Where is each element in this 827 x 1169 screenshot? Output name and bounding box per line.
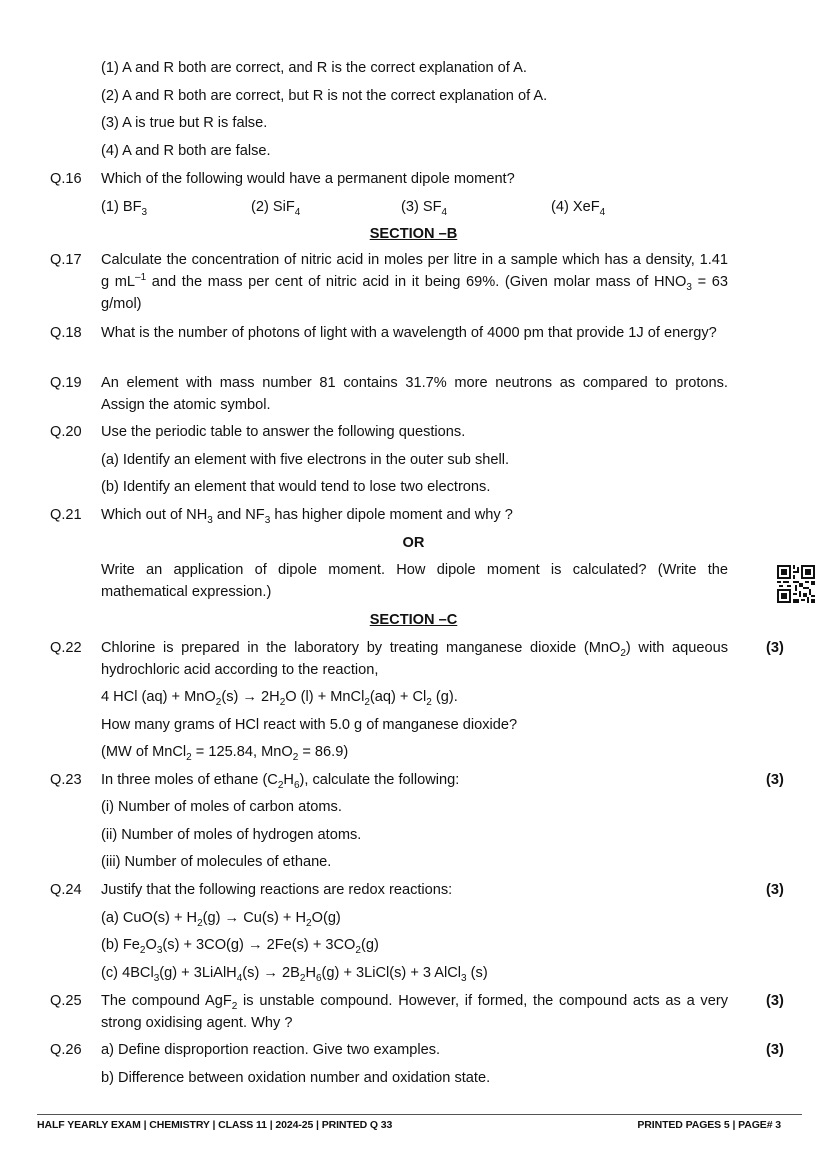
question-text: Which out of $NH_3$ and $NF_3$ has higher dipole moment and why ? [101, 507, 513, 526]
sub-question-iii: (iii) Number of molecules of ethane. [101, 854, 332, 870]
section-c-heading: SECTION –C [369, 612, 458, 628]
reaction-c: (c) 4BCl$_3$(g) + 3LiAlH$_4$(s) → $2B_2H_6(g)$ + 3LiCl(s) + 3 AlCl$_3$ (s) [101, 965, 488, 984]
sub-question-b: (b) Identify an element that would tend to lose two electrons. [101, 479, 491, 495]
question-number: Q.19 [50, 375, 82, 391]
marks-label: (3) [766, 772, 784, 788]
question-number: Q.18 [50, 325, 82, 341]
sub-question-a: a) Define disproportion reaction. Give two examples. [101, 1042, 441, 1058]
question-text: What is the number of photons of light with a wavelength of 4000 pm that provide 1J of energy? [101, 325, 717, 341]
option-4: (4) XeF$_4$ [551, 199, 606, 218]
question-text: Which of the following would have a permanent dipole moment? [101, 171, 515, 187]
or-divider: OR [402, 535, 425, 551]
marks-label: (3) [766, 1042, 784, 1058]
alternative-question-text: Write an application of dipole moment. How dipole moment is calculated? (Write the mathematical expression.) [101, 562, 728, 600]
footer-page-info: PRINTED PAGES 5 | PAGE# 3 [637, 1119, 781, 1131]
reaction-a: (a) $CuO(s) + H_2(g) \to Cu(s) + H_2O(g)$ [101, 910, 341, 929]
question-text: Chlorine is prepared in the laboratory by treating manganese dioxide (MnO$_2$) with aqueous hydrochloric acid according to the reaction, [101, 640, 728, 678]
qr-code-icon [777, 565, 815, 603]
question-number: Q.21 [50, 507, 82, 523]
assertion-option-4: (4) A and R both are false. [101, 143, 271, 159]
question-number: Q.23 [50, 772, 82, 788]
question-text: Use the periodic table to answer the following questions. [101, 424, 466, 440]
question-number: Q.25 [50, 993, 82, 1009]
assertion-option-3: (3) A is true but R is false. [101, 115, 268, 131]
sub-question-ii: (ii) Number of moles of hydrogen atoms. [101, 827, 362, 843]
reaction-b: (b) $Fe_2O_3(s) + 3CO(g) \to 2Fe(s) + 3CO_2(g)$ [101, 937, 379, 956]
question-number: Q.24 [50, 882, 82, 898]
assertion-option-2: (2) A and R both are correct, but R is not the correct explanation of A. [101, 88, 548, 104]
question-text: In three moles of ethane $(C_2H_6)$, calculate the following: [101, 772, 460, 791]
question-number: Q.17 [50, 252, 82, 268]
question-text: Justify that the following reactions are redox reactions: [101, 882, 453, 898]
option-2: (2) SiF$_4$ [251, 199, 301, 218]
marks-label: (3) [766, 882, 784, 898]
option-3: (3) $SF_4$ [401, 199, 448, 218]
reaction-equation: 4 HCl $(aq) + MnO_2(s) \to 2H_2O$ (l) + MnCl$_2$(aq) + $Cl_2$ (g). [101, 689, 458, 708]
question-number: Q.26 [50, 1042, 82, 1058]
section-b-heading: SECTION –B [369, 226, 458, 242]
option-1: (1) $BF_3$ [101, 199, 148, 218]
question-text: An element with mass number 81 contains 31.7% more neutrons as compared to protons. Assign the atomic symbol. [101, 375, 728, 413]
assertion-option-1: (1) A and R both are correct, and R is the correct explanation of A. [101, 60, 527, 76]
question-ask: How many grams of HCl react with 5.0 g of manganese dioxide? [101, 717, 518, 733]
question-number: Q.16 [50, 171, 82, 187]
question-number: Q.22 [50, 640, 82, 656]
footer-divider [37, 1114, 802, 1115]
sub-question-i: (i) Number of moles of carbon atoms. [101, 799, 342, 815]
sub-question-b: b) Difference between oxidation number and oxidation state. [101, 1070, 491, 1086]
footer-exam-info: HALF YEARLY EXAM | CHEMISTRY | CLASS 11 | 2024-25 | PRINTED Q 33 [37, 1119, 393, 1131]
question-number: Q.20 [50, 424, 82, 440]
sub-question-a: (a) Identify an element with five electrons in the outer sub shell. [101, 452, 510, 468]
question-text: Calculate the concentration of nitric acid in moles per litre in a sample which has a density, 1.41 g $mL^{-1}$ and the mass per cent of nitric acid in it being 69%. (Given molar mass of $HNO_3 = 63$ g/mol) [101, 252, 728, 312]
marks-label: (3) [766, 993, 784, 1009]
marks-label: (3) [766, 640, 784, 656]
molar-mass-note: (MW of MnCl$_2$ = 125.84, MnO$_2$ = 86.9) [101, 744, 349, 763]
question-text: The compound AgF$_2$ is unstable compound. However, if formed, the compound acts as a very strong oxidising agent. Why ? [101, 993, 729, 1031]
